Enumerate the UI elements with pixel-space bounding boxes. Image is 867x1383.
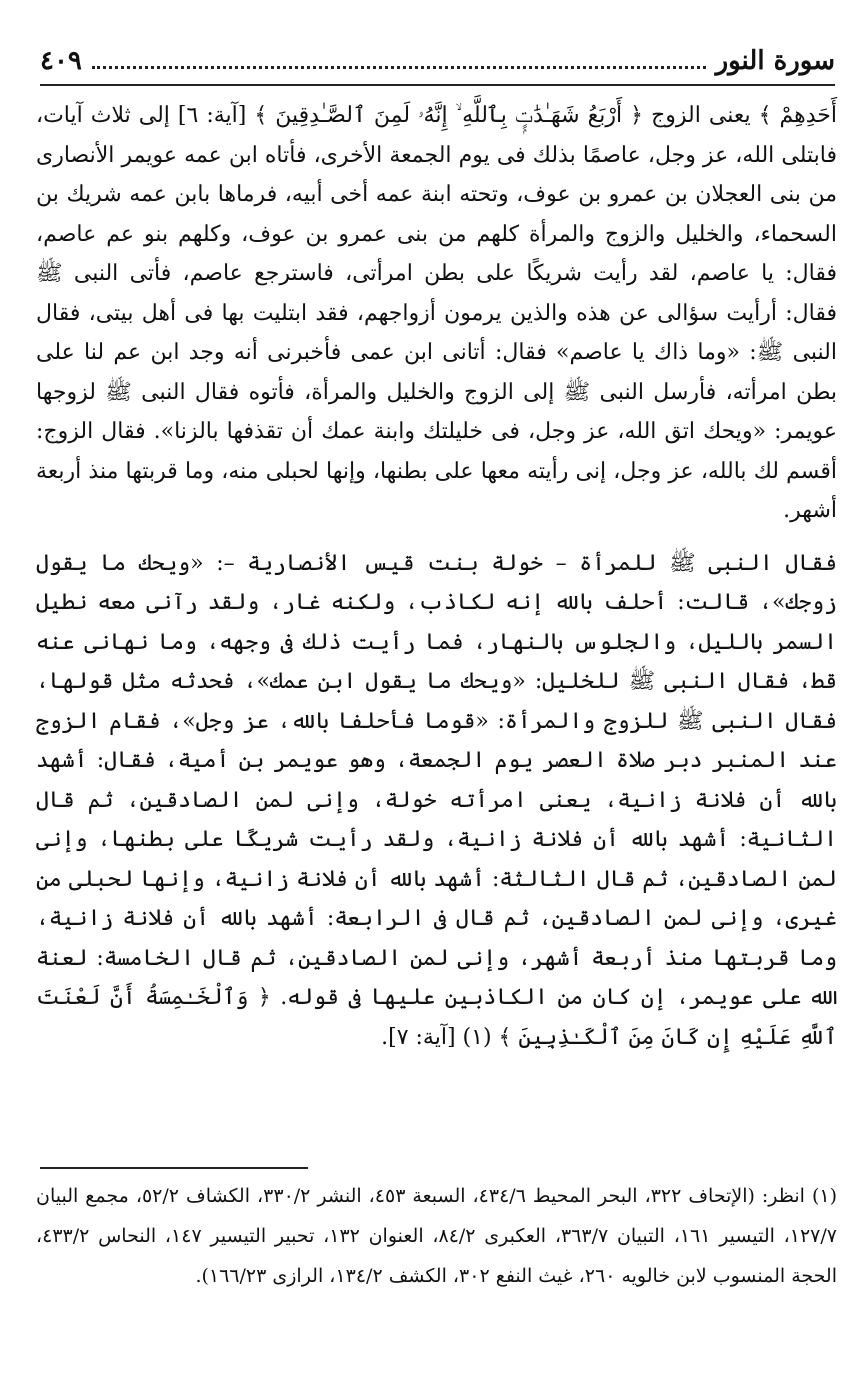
main-text	[36, 96, 837, 1057]
running-header	[40, 38, 835, 84]
header-dot-leader	[92, 66, 706, 69]
page-number: ٤٠٩	[40, 46, 82, 76]
surah-title: سورة النور	[715, 46, 835, 76]
footnote-text: (١) انظر: (الإتحاف ٣٢٢، البحر المحيط ٤٣٤/٦، السبعة ٤٥٣، النشر ٣٣٠/٢، الكشاف ٥٢/٢، مجمع البيان ١٢٧/٧، التيسير ١٦١، التبيان ٣٦٣/٧، العكبرى ٨٤/٢، العنوان ١٣٢، تحبير التيسير ١٤٧، النحاس ٤٣٣/٢، الحجة المنسوب لابن خالويه ٢٦٠، غيث النفع ٣٠٢، الكشف ١٣٤/٢، الرازى ١٦٦/٢٣).	[36, 1185, 838, 1287]
paragraph-1: أَحَدِهِمْ ﴾ يعنى الزوج ﴿ أَرْبَعُ شَهَـٰدَٰتٍۭ بِٱللَّهِ ۙ إِنَّهُۥ لَمِنَ ٱلصَّـٰدِقِينَ ﴾ [آية: ٦] إلى ثلاث آيات، فابتلى الله، عز وجل، عاصمًا بذلك فى يوم الجمعة الأخرى، فأتاه ابن عمه عويمر الأنصارى من بنى العجلان بن عمرو بن عوف، وتحته ابنة عمه أخى أبيه، فرماها بابن عمه شريك بن السحماء، والخليل والزوج والمرأة كلهم من بنى عمرو بن عوف، وكلهم بنو عم عاصم، فقال: يا عاصم، لقد رأيت شريكًا على بطن امرأتى، فاسترجع عاصم، فأتى النبى ﷺ فقال: أرأيت سؤالى عن هذه والذين يرمون أزواجهم، فقد ابتليت بها فى أهل بيتى، فقال النبى ﷺ: «وما ذاك يا عاصم» فقال: أتانى ابن عمى فأخبرنى أنه وجد ابن عم لنا على بطن امرأته، فأرسل النبى ﷺ إلى الزوج والخليل والمرأة، فأتوه فقال النبى ﷺ لزوجها عويمر: «ويحك اتق الله، عز وجل، فى خليلتك وابنة عمك أن تقذفها بالزنا». فقال الزوج: أقسم لك بالله، عز وجل، إنى رأيته معها على بطنها، وإنها لحبلى منه، وما قربتها منذ أربعة أشهر.	[36, 103, 837, 523]
footnote-divider	[40, 1167, 308, 1169]
footnote	[36, 1176, 837, 1296]
paragraph-2: فقال النبى ﷺ للمرأة – خولة بنت قيس الأنصارية –: «ويحك ما يقول زوجك»، قالت: أحلف بالله إنه لكاذب، ولكنه غار، ولقد رآنى معه نطيل السمر بالليل، والجلوس بالنهار، فما رأيت ذلك فى وجهه، وما نهانى عنه قط، فقال النبى ﷺ للخليل: «ويحك ما يقول ابن عمك»، فحدثه مثل قولها، فقال النبى ﷺ للزوج والمرأة: «قوما فأحلفا بالله، عز وجل»، فقام الزوج عند المنبر دبر صلاة العصر يوم الجمعة، وهو عويمر بن أمية، فقال: أشهد بالله أن فلانة زانية، يعنى امرأته خولة، وإنى لمن الصادقين، ثم قال الثانية: أشهد بالله أن فلانة زانية، ولقد رأيت شريكًا على بطنها، وإنى لمن الصادقين، ثم قال الثالثة: أشهد بالله أن فلانة زانية، وإنها لحبلى من غيرى، وإنى لمن الصادقين، ثم قال فى الرابعة: أشهد بالله أن فلانة زانية، وما قربتها منذ أربعة أشهر، وإنى لمن الصادقين، ثم قال الخامسة: لعنة الله على عويمر، إن كان من الكاذبين عليها فى قوله. ﴿ وَٱلْخَـٰمِسَةُ أَنَّ لَعْنَتَ ٱللَّهِ عَلَيْهِ إِن كَانَ مِنَ ٱلْكَـٰذِبِينَ ﴾ (١) [آية: ٧].	[36, 550, 837, 1050]
header-divider	[40, 84, 835, 86]
